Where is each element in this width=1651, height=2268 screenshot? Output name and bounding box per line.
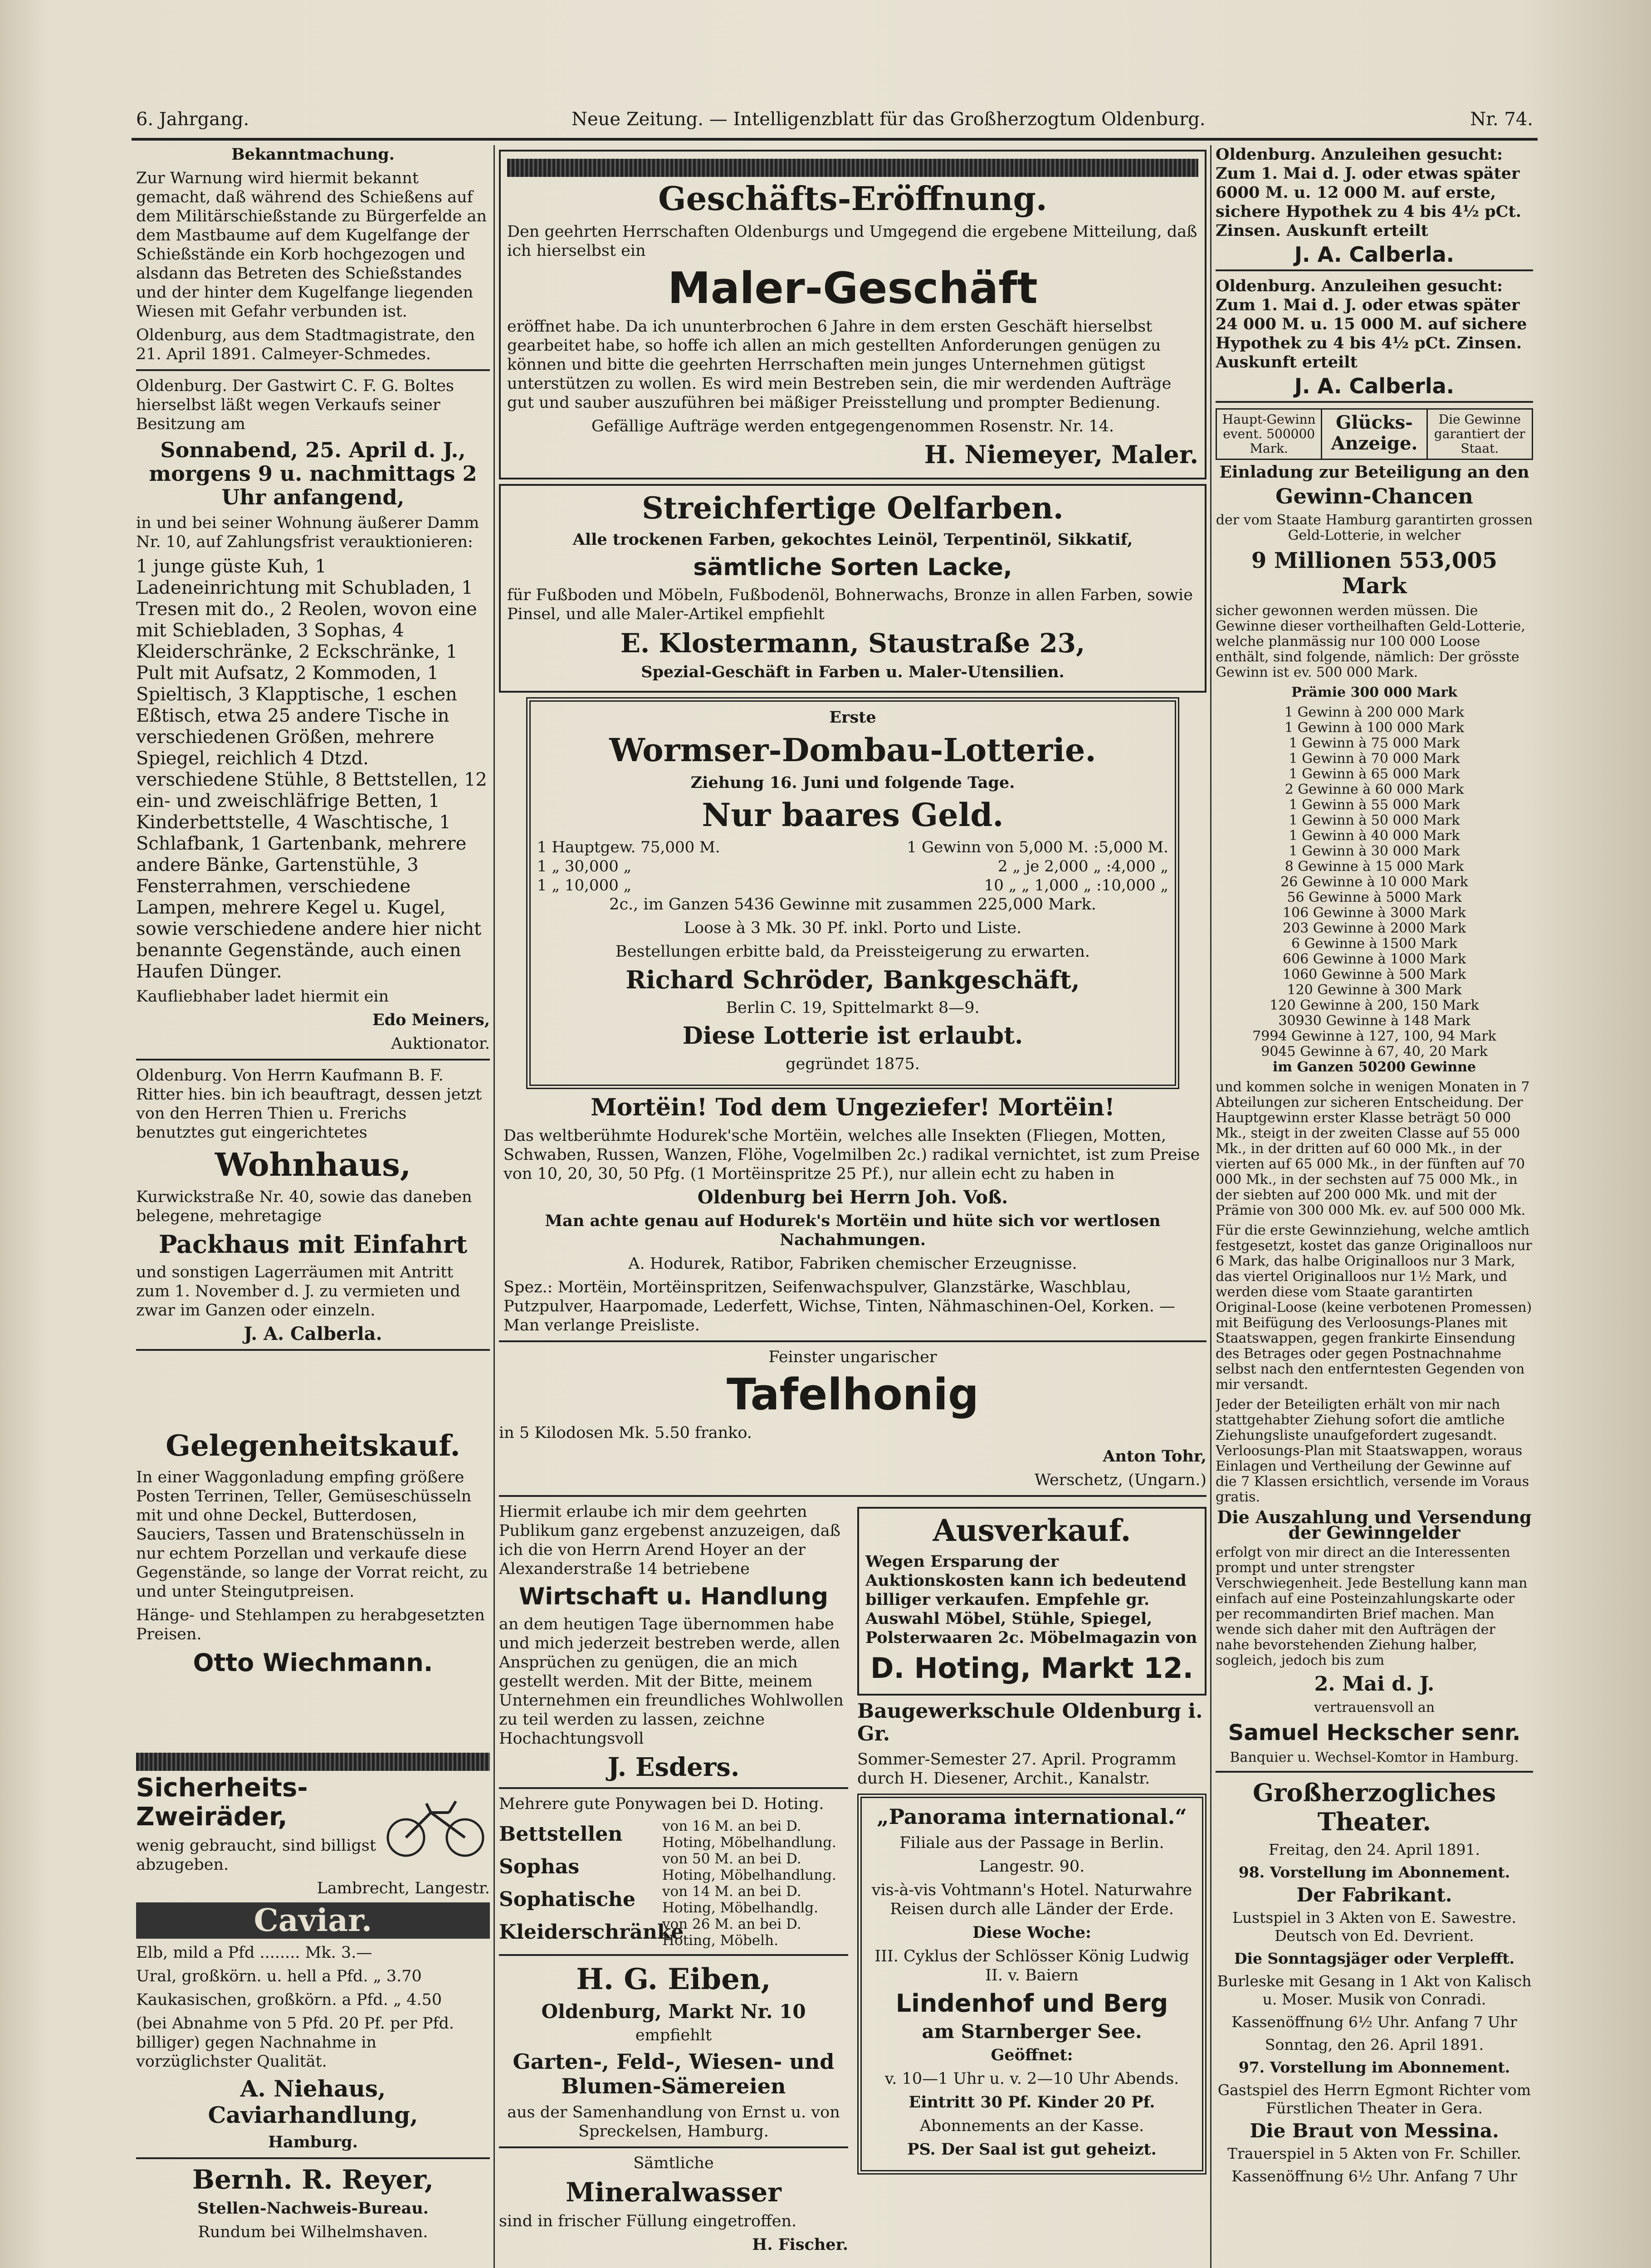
prize-list [1216,705,1533,1060]
theater-vorstellung-2: 97. Vorstellung im Abonnement. [1238,2058,1510,2076]
lotterie-allowed: Diese Lotterie ist erlaubt. [682,1022,1023,1050]
divider [499,1495,1206,1497]
auction-footer: Kaufliebhaber ladet hiermit ein [136,987,389,1006]
column-left [136,145,490,2268]
divider [136,1059,490,1061]
oelfarben-signature: E. Klostermann, Staustraße 23, [620,628,1085,659]
lotterie-row [537,857,1168,876]
header-issue: Nr. 74. [1470,109,1533,130]
panorama-headline-2: am Starnberger See. [922,2020,1142,2043]
oelfarben-title: Streichfertige Oelfarben. [642,490,1064,526]
theater-play-1-desc: Lustspiel in 3 Akten von E. Sawestre. Deutsch von Ed. Devrient. [1232,1909,1517,1945]
panorama-cycle: III. Cyklus der Schlösser König Ludwig II. v. Baiern [874,1947,1189,1984]
panorama-price: Eintritt 30 Pf. Kinder 20 Pf. [909,2093,1155,2112]
lotterie-founded: gegründet 1875. [786,1055,920,1073]
caviar-signature: A. Niehaus, Caviarhandlung, [208,2075,418,2128]
gluecks-sub: Die Auszahlung und Versendung der Gewinngelder [1217,1507,1532,1543]
maler-text: Den geehrten Herrschaften Oldenburgs und Umgegend die ergebene Mitteilung, daß ich hierselbst ein [507,223,1197,260]
prize-row: 1060 Gewinne à 500 Mark [1282,967,1466,982]
caviar-text: (bei Abnahme von 5 Pfd. 20 Pf. per Pfd. billiger) gegen Nachnahme in vorzüglichster Qualität. [136,2014,454,2071]
eiben-title: H. G. Eiben, [576,1962,771,1996]
notice-title: Bekanntmachung. [231,145,395,164]
theater-date-2: Sonntag, den 26. April 1891. [1265,2036,1484,2053]
theater-vorstellung-1: 98. Vorstellung im Abonnement. [1238,1863,1510,1881]
lotterie-title: Wormser-Dombau-Lotterie. [609,731,1096,769]
gluecks-text-6: erfolgt von mir direct an die Interessenten prompt und unter strengster Verschwiegenheit. Jede Bestellung kann man einfach auf eine Posteinzahlungskarte oder per recommandirten Brief machen. Man wende sich daher mit den Aufträgen der nahe bevorstehenden Ziehung halber, sogleich, jedoch bis zum [1216,1545,1528,1668]
lotterie-address: Berlin C. 19, Spittelmarkt 8—9. [726,999,980,1017]
theater-kasse-1: Kassenöffnung 6½ Uhr. Anfang 7 Uhr [1231,2013,1517,2031]
bicycle-text: wenig gebraucht, sind billigst abzugeben. [136,1837,376,1874]
box-left: Haupt-Gewinn event. 500000 Mark. [1217,410,1322,459]
oelfarben-text-2: für Fußboden und Möbeln, Fußbodenöl, Bohnerwachs, Bronze in allen Farben, sowie Pinsel, und alle Maler-Artikel empfiehlt [507,586,1193,623]
header-title: Neue Zeitung. — Intelligenzblatt für das Großherzogtum Oldenburg. [572,109,1206,130]
caviar-line-2: Ural, großkörn. u. hell a Pfd. „ 3.70 [136,1967,422,1985]
lotterie-ziehung: Ziehung 16. Juni und folgende Tage. [690,773,1015,792]
furniture-text: von 26 M. an bei D. Hoting, Möbelh. [662,1916,801,1949]
house-headline: Wohnhaus, [215,1146,411,1183]
panorama-address: Langestr. 90. [979,1857,1085,1876]
prize-row: 30930 Gewinne à 148 Mark [1278,1013,1470,1029]
theater-play-3: Die Braut von Messina. [1250,2120,1499,2142]
divider [1216,1771,1533,1773]
eiben-text-2: aus der Samenhandlung von Ernst u. von Spreckelsen, Hamburg. [507,2103,840,2141]
auction-location: in und bei seiner Wohnung äußerer Damm Nr. 10, auf Zahlungsfrist verauktionieren: [136,514,479,551]
lotterie-row [537,876,1168,895]
lotterie-order: Bestellungen erbitte bald, da Preissteigerung zu erwarten. [615,943,1090,961]
house-signature: J. A. Calberla. [244,1323,382,1344]
prize-row: 1 Gewinn à 75 000 Mark [1289,735,1460,751]
furniture-row [499,1883,848,1916]
ponywagen-text: Mehrere gute Ponywagen bei D. Hoting. [499,1795,824,1813]
eiben-text: empfiehlt [635,2026,712,2044]
house-intro: Oldenburg. Von Herrn Kaufmann B. F. Ritter hies. bin ich beauftragt, dessen jetzt von den Herren Thien u. Frerichs benutztes gut eingerichtetes [136,1066,482,1142]
bargain-text-2: Hänge- und Stehlampen zu herabgesetzten Preisen. [136,1606,485,1643]
panorama-week: Diese Woche: [972,1923,1091,1942]
gluecks-text-4: Für die erste Gewinnziehung, welche amtlich festgesetzt, kostet das ganze Originalloos nur 6 Mark, das halbe Originalloos nur 3 Mark, das viertel Originalloos nur 1½ Mark, und werden diese vom Staate garantirten Original-Loose (keine verbotenen Promessen) mit Beifügung des Verloosungs-Planes mit Staatswappen, gegen frankirte Einsendung des Betrages oder gegen Postnachnahme selbst nach den entferntesten Gegenden von mir versandt. [1216,1222,1532,1393]
ad-ausverkauf [857,1507,1206,1696]
decorative-bar [507,159,1198,177]
header-volume: 6. Jahrgang. [136,109,249,130]
bicycle-icon [381,1794,490,1858]
lotterie-cell: 10 „ „ 1,000 „ :10,000 „ [984,876,1168,894]
house-text: Kurwickstraße Nr. 40, sowie das daneben belegene, mehretagige [136,1188,472,1225]
header-rule [132,138,1538,141]
ad-lotterie [526,697,1179,1089]
loan-ad-2: Oldenburg. Anzuleihen gesucht: Zum 1. Mai d. J. oder etwas später 24 000 M. u. 15 000 M. auf sichere Hypothek zu 4 bis 4½ pCt. Zinsen. Auskunft erteilt [1216,277,1527,371]
lottery-header-box [1216,408,1533,460]
lotterie-cell: 2 „ je 2,000 „ :4,000 „ [997,857,1168,875]
gluecks-anzeige [1216,464,1533,1765]
oelfarben-headline: sämtliche Sorten Lacke, [693,554,1012,581]
lotterie-total: 2c., im Ganzen 5436 Gewinne mit zusammen 225,000 Mark. [609,895,1096,914]
prize-row: 7994 Gewinne à 127, 100, 94 Mark [1252,1028,1496,1044]
eiben-headline: Garten-, Feld-, Wiesen- und Blumen-Sämereien [513,2049,835,2098]
prize-row: 56 Gewinne à 5000 Mark [1287,890,1462,905]
ausverkauf-title: Ausverkauf. [933,1513,1131,1548]
maler-text-2: eröffnet habe. Da ich ununterbrochen 6 Jahre in dem ersten Geschäft hierselbst gearbeitet habe, so hoffe ich allen an mich gestellten Anforderungen genügen zu können und bitte die geehrten Herrschaften mein junges Unternehmen gütigst unterstützen zu wollen. Es wird mein Bestreben sein, die mir werdenden Aufträge gut und sauber auszuführen bei mäßiger Preisstellung und prompter Bedienung. [507,318,1172,412]
decorative-bar [136,1753,490,1771]
furniture-name: Bettstellen [499,1823,623,1846]
prize-row: 203 Gewinne à 2000 Mark [1282,920,1466,936]
mineral-pre: Sämtliche [633,2154,714,2172]
theater-gast: Gastspiel des Herrn Egmont Richter vom Fürstlichen Theater in Gera. [1217,2081,1531,2117]
ausverkauf-text: Wegen Ersparung der Auktionskosten kann ich bedeutend billiger verkaufen. Empfehle gr. Auswahl Möbel, Stühle, Spiegel, Polsterwaaren 2c. Möbelmagazin von [865,1552,1197,1647]
mortein-warning: Man achte genau auf Hodurek's Mortëin und hüte sich vor wertlosen Nachahmungen. [545,1212,1161,1249]
prize-row: 2 Gewinne à 60 000 Mark [1285,782,1464,797]
prize-row: 1 Gewinn à 55 000 Mark [1289,797,1460,813]
maler-signature: H. Niemeyer, Maler. [924,440,1198,469]
gluecks-praemie: Prämie 300 000 Mark [1291,684,1457,700]
wirtschaft-text-2: an dem heutigen Tage übernommen habe und mich jederzeit bestreben werde, allen Ansprüchen zu genügen, die an mich gestellt werden. Mit der Bitte, meinem Unternehmen ein freundliches Wohlwollen zu teil werden zu lassen, zeichne Hochachtungsvoll [499,1615,844,1748]
caviar-line-1: Elb, mild a Pfd ........ Mk. 3.— [136,1944,372,1962]
theater-play-3-desc: Trauerspiel in 5 Akten von Fr. Schiller. [1227,2145,1521,2162]
divider [499,2146,848,2148]
caviar-line-3: Kaukasischen, großkörn. a Pfd. „ 4.50 [136,1991,442,2009]
panorama-text-2: vis-à-vis Vohtmann's Hotel. Naturwahre Reisen durch alle Länder der Erde. [871,1881,1192,1918]
ad-maler [499,150,1206,479]
bargain-title: Gelegenheitskauf. [166,1429,460,1463]
column-middle [499,145,1206,2268]
notice-footer: Oldenburg, aus dem Stadtmagistrate, den 21. April 1891. Calmeyer-Schmedes. [136,326,475,363]
gluecks-signature: Samuel Heckscher senr. [1228,1720,1521,1745]
maler-headline: Maler-Geschäft [668,264,1038,313]
divider [499,1954,848,1956]
auction-date: Sonnabend, 25. April d. J., morgens 9 u. nachmittags 2 Uhr anfangend, [149,438,477,509]
loan-ad-2-signature: J. A. Calberla. [1294,374,1455,398]
theater-title: Großherzogliches Theater. [1252,1778,1496,1836]
wirtschaft-text: Hiermit erlaube ich mir dem geehrten Publikum ganz ergebenst anzuzeigen, daß ich die von Herrn Arend Hoyer an der Alexanderstraße 14 betriebene [499,1503,840,1578]
prize-row: 1 Gewinn à 50 000 Mark [1289,812,1460,828]
panorama-hours: v. 10—1 Uhr u. v. 2—10 Uhr Abends. [884,2070,1179,2088]
divider [1216,401,1533,403]
lotterie-row [537,838,1168,857]
bicycle-signature: Lambrecht, Langestr. [317,1879,490,1897]
panorama-ps: PS. Der Saal ist gut geheizt. [907,2140,1157,2159]
divider [136,2157,490,2159]
gluecks-text-3: und kommen solche in wenigen Monaten in 7 Abteilungen zur sicheren Entscheidung. Der Hauptgewinn erster Klasse beträgt 50 000 Mk., steigt in der zweiten Classe auf 55 000 Mk., in der dritten auf 60 000 Mk., in der vierten auf 65 000 Mk., in der fünften auf 70 000 Mk., in der sechsten auf 75 000 Mk., in der siebten auf 200 000 Mk. und mit der Prämie von 300 000 Mk. ev. auf 500 000 Mk. [1216,1079,1530,1218]
gluecks-text-5: Jeder der Beteiligten erhält von mir nach stattgehabter Ziehung sofort die amtliche Ziehungsliste unaufgefordert zugesandt. Verloosungs-Plan mit Staatswappen, woraus Einlagen und Vertheilung der Gewinne auf die 7 Klassen ersichtlich, versende im Voraus gratis. [1216,1397,1529,1505]
divider [136,1349,490,1351]
prize-row: 1 Gewinn à 40 000 Mark [1289,828,1460,844]
mortein-title: Mortëin! Tod dem Ungeziefer! Mortëin! [591,1094,1115,1121]
honig-city: Werschetz, (Ungarn.) [1034,1471,1206,1489]
loan-ad-1-signature: J. A. Calberla. [1294,242,1455,267]
prize-row: 1 Gewinn à 30 000 Mark [1289,843,1460,859]
auction-intro: Oldenburg. Der Gastwirt C. F. G. Boltes hierselbst läßt wegen Verkaufs seiner Besitzung am [136,377,454,433]
ausverkauf-signature: D. Hoting, Markt 12. [870,1652,1194,1685]
panorama-headline: Lindenhof und Berg [895,1989,1168,2018]
furniture-text: von 50 M. an bei D. Hoting, Möbelhandlung. [662,1851,836,1883]
subcolumn-left [499,1502,848,2259]
prize-row: 1 Gewinn à 70 000 Mark [1289,751,1460,767]
panorama-open: Geöffnet: [991,2046,1073,2064]
house-text-2: und sonstigen Lagerräumen mit Antritt zum 1. November d. J. zu vermieten und zwar im Ganzen oder einzeln. [136,1263,460,1320]
furniture-name: Kleiderschränke [499,1921,684,1944]
column-divider-1 [493,145,495,2268]
auction-items: 1 junge güste Kuh, 1 Ladeneinrichtung mit Schubladen, 1 Tresen mit do., 2 Reolen, wovon eine mit Schiebladen, 3 Sophas, 4 Kleiderschränke, 2 Eckschränke, 1 Pult mit Aufsatz, 2 Kommoden, 1 Spieltisch, 3 Klapptische, 1 eschen Eßtisch, etwa 25 andere Tische in verschiedenen Größen, mehrere Spiegel, reichlich 4 Dtzd. verschiedene Stühle, 8 Bettstellen, 12 ein- und zweischläfrige Betten, 1 Kinderbettstelle, 4 Waschtische, 1 Schlafbank, 1 Gartenbank, mehrere andere Bänke, Gartenstühle, 3 Fensterrahmen, verschiedene Lampen, mehrere Kegel u. Kugel, sowie verschiedene andere hier nicht benannte Gegenstände, auch einen Haufen Dünger. [136,556,487,982]
mineral-title: Mineralwasser [566,2177,782,2208]
gluecks-bank: Banquier u. Wechsel-Komtor in Hamburg. [1230,1750,1519,1765]
auctioneer-title: Auktionator. [391,1035,490,1053]
bargain-signature: Otto Wiechmann. [193,1648,433,1677]
gluecks-date: 2. Mai d. J. [1314,1672,1435,1696]
lotterie-loose: Loose à 3 Mk. 30 Pf. inkl. Porto und Liste. [684,919,1022,937]
furniture-row [499,1916,848,1949]
honig-pre: Feinster ungarischer [768,1348,937,1366]
furniture-name: Sophas [499,1855,580,1878]
theater-play-1: Der Fabrikant. [1296,1884,1452,1906]
prize-row: 120 Gewinne à 300 Mark [1287,982,1462,998]
gluecks-text: der vom Staate Hamburg garantirten grossen Geld-Lotterie, in welcher [1216,512,1533,543]
mortein-location: Oldenburg bei Herrn Joh. Voß. [697,1187,1008,1208]
gluecks-total: im Ganzen 50200 Gewinne [1272,1059,1476,1075]
furniture-name: Sophatische [499,1888,635,1911]
gluecks-text-2: sicher gewonnen werden müssen. Die Gewinne dieser vortheilhaften Geld-Lotterie, welche planmässig nur 100 000 Loose enthält, sind folgende, nämlich: Der grösste Gewinn ist ev. 500 000 Mark. [1216,603,1525,680]
warehouse-headline: Packhaus mit Einfahrt [158,1230,468,1259]
bargain-text: In einer Waggonladung empfing größere Posten Terrinen, Teller, Gemüseschüsseln mit und ohne Deckel, Butterdosen, Sauciers, Tassen und Bratenschüsseln in nur echtem Porzellan und verkaufe diese Gegenstände, so lange der Vorrat reicht, zu und unter Steingutpreisen. [136,1468,488,1601]
mortein-firm: A. Hodurek, Ratibor, Fabriken chemischer Erzeugnisse. [628,1255,1077,1273]
mineral-text: sind in frischer Füllung eingetroffen. [499,2212,797,2230]
two-column-ads [499,1502,1206,2259]
divider [1216,269,1533,271]
mortein-spez: Spez.: Mortëin, Mortëinspritzen, Seifenwachspulver, Glanzstärke, Waschblau, Putzpulver, Haarpomade, Lederfett, Wichse, Tinten, Nähmaschinen-Oel, Korken. — Man verlange Preisliste. [503,1278,1175,1334]
ad-oelfarben [499,484,1206,693]
gluecks-headline: Gewinn-Chancen [1275,484,1473,508]
prize-row: 1 Gewinn à 200 000 Mark [1285,704,1464,720]
mortein-text: Das weltberühmte Hodurek'sche Mortëin, welches alle Insekten (Fliegen, Motten, Schwaben, Russen, Wanzen, Flöhe, Vogelmilben 2c.) radikal vernichtet, ist zum Preise von 10, 20, 30, 50 Pfg. (1 Mortëinspritze 25 Pf.), nur allein echt zu haben in [503,1127,1200,1183]
divider [499,1340,1206,1342]
panorama-text: Filiale aus der Passage in Berlin. [899,1834,1164,1852]
box-mid: Glücks-Anzeige. [1322,410,1427,459]
wirtschaft-signature: J. Esders. [607,1752,740,1782]
prize-row: 6 Gewinne à 1500 Mark [1291,936,1457,952]
furniture-text: von 16 M. an bei D. Hoting, Möbelhandlung. [662,1818,836,1851]
wirtschaft-headline: Wirtschaft u. Handlung [519,1583,828,1610]
furniture-row [499,1851,848,1883]
lotterie-headline: Nur baares Geld. [702,796,1004,834]
prize-row: 120 Gewinne à 200, 150 Mark [1270,997,1479,1013]
page-header [136,105,1533,137]
eiben-address: Oldenburg, Markt Nr. 10 [541,2000,806,2023]
ad-mortein [499,1094,1206,1335]
divider [136,369,490,371]
reyer-sub: Stellen-Nachweis-Bureau. [197,2199,429,2218]
caviar-title: Caviar. [136,1902,490,1939]
caviar-city: Hamburg. [268,2133,358,2151]
reyer-title: Bernh. R. Reyer, [192,2164,434,2195]
loan-ad-1: Oldenburg. Anzuleihen gesucht: Zum 1. Mai d. J. oder etwas später 6000 M. u. 12 000 M. auf erste, sichere Hypothek zu 4 bis 4½ pCt. Zinsen. Auskunft erteilt [1216,145,1521,240]
auctioneer-name: Edo Meiners, [372,1011,490,1029]
lotterie-cell: 1 Hauptgew. 75,000 M. [537,838,720,856]
subcolumn-right [857,1502,1206,2259]
theater-play-2: Die Sonntagsjäger oder Verplefft. [1234,1950,1515,1967]
divider [499,1787,848,1789]
prize-row: 606 Gewinne à 1000 Mark [1282,951,1466,967]
gluecks-million: 9 Millionen 553,005 Mark [1251,548,1498,599]
gluecks-title: Einladung zur Beteiligung an den [1219,463,1529,482]
prize-row: 1 Gewinn à 100 000 Mark [1285,720,1464,736]
theater-date-1: Freitag, den 24. April 1891. [1269,1841,1480,1858]
oelfarben-text: Alle trockenen Farben, gekochtes Leinöl, Terpentinöl, Sikkatif, [572,530,1133,549]
prize-row: 1 Gewinn à 65 000 Mark [1289,766,1460,782]
mineral-signature: H. Fischer. [752,2235,848,2254]
ad-panorama [857,1794,1206,2175]
theater-programme [1216,1778,1533,2185]
lotterie-erste: Erste [829,708,876,727]
baugewerk-text: Sommer-Semester 27. April. Programm durch H. Diesener, Archit., Kanalstr. [857,1750,1177,1788]
panorama-title: „Panorama international.“ [877,1804,1187,1829]
maler-text-3: Gefällige Aufträge werden entgegengenommen Rosenstr. Nr. 14. [591,417,1114,435]
honig-title: Tafelhonig [726,1370,979,1420]
reyer-location: Rundum bei Wilhelmshaven. [198,2223,428,2241]
prize-row: 26 Gewinne à 10 000 Mark [1280,874,1468,890]
furniture-text: von 14 M. an bei D. Hoting, Möbelhandlg. [662,1883,818,1916]
notice-text: Zur Warnung wird hiermit bekannt gemacht, daß während des Schießens auf dem Militärschießstande zu Bürgerfelde an dem Mastbaume auf dem Kugelfange der Schießstände ein Korb hochgezogen und alsdann das Betreten des Schießstandes und der hinter dem Kugelfange liegenden Wiesen mit Gefahr verbunden ist. [136,169,487,321]
panorama-abo: Abonnements an der Kasse. [919,2117,1144,2135]
theater-play-2-desc: Burleske mit Gesang in 1 Akt von Kalisch u. Moser. Musik von Conradi. [1217,1972,1532,2008]
oelfarben-sub: Spezial-Geschäft in Farben u. Maler-Utensilien. [641,663,1065,681]
bicycle-title: Sicherheits-Zweiräder, [136,1773,308,1832]
honig-text: in 5 Kilodosen Mk. 5.50 franko. [499,1424,752,1442]
prize-row: 106 Gewinne à 3000 Mark [1282,905,1466,921]
lotterie-cell: 1 „ 30,000 „ [537,857,632,875]
gluecks-conf: vertrauensvoll an [1314,1700,1435,1716]
honig-signature: Anton Tohr, [1103,1447,1206,1466]
furniture-row [499,1818,848,1851]
prize-row: 9045 Gewinne à 67, 40, 20 Mark [1261,1044,1488,1060]
column-right [1216,145,1533,2268]
lotterie-cell: 1 Gewinn von 5,000 M. :5,000 M. [907,838,1168,856]
box-right: Die Gewinne garantiert der Staat. [1434,412,1525,456]
prize-row: 8 Gewinne à 15 000 Mark [1285,859,1464,875]
column-divider-2 [1210,145,1211,2268]
lotterie-signature: Richard Schröder, Bankgeschäft, [625,965,1080,994]
lotterie-cell: 1 „ 10,000 „ [537,876,632,894]
baugewerk-title: Baugewerkschule Oldenburg i. Gr. [857,1700,1203,1745]
theater-kasse-2: Kassenöffnung 6½ Uhr. Anfang 7 Uhr [1231,2167,1517,2185]
maler-title: Geschäfts-Eröffnung. [658,179,1047,218]
